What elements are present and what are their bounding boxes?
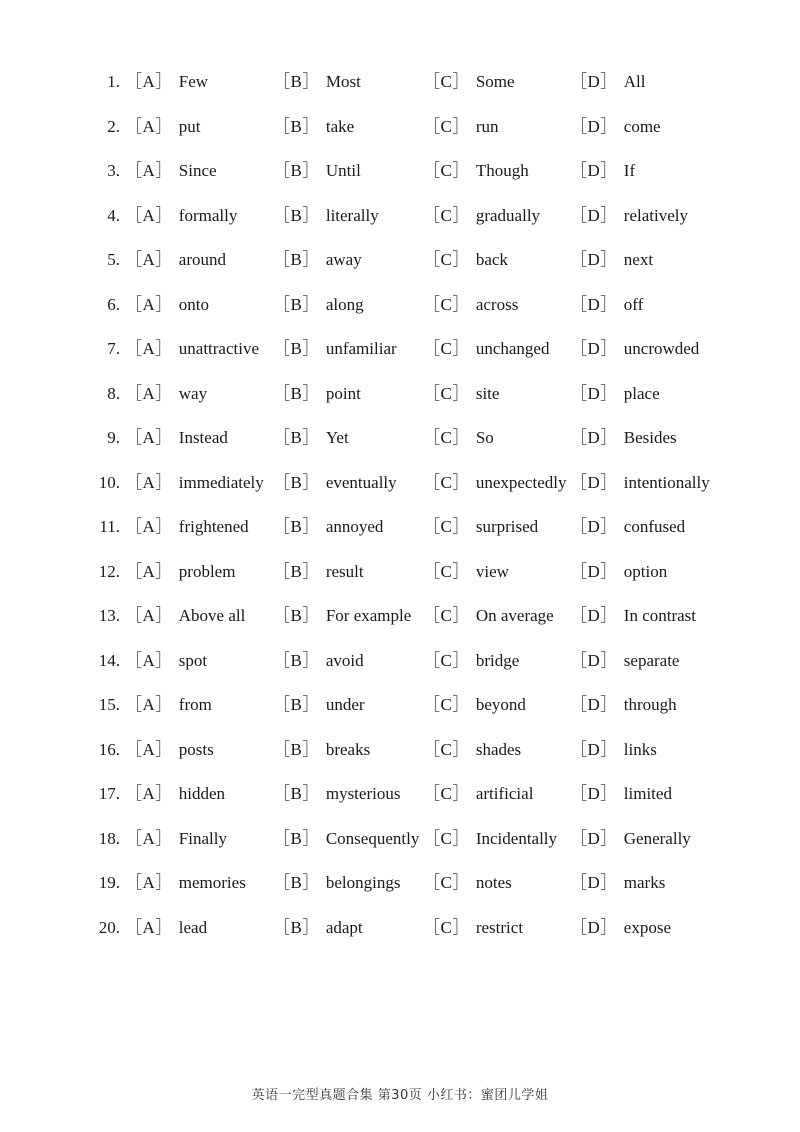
option-b: [273, 505, 383, 550]
option-text: unattractive: [178, 339, 260, 358]
option-letter: ［A］: [125, 205, 173, 225]
option-text: On average: [475, 606, 554, 625]
question-number: 2.: [107, 116, 120, 136]
option-c: [423, 416, 494, 461]
option-letter: ［A］: [125, 828, 173, 848]
option-letter: ［A］: [125, 517, 173, 536]
option-letter: ［C］: [423, 250, 470, 269]
option-d: [570, 861, 665, 906]
option-b: [273, 149, 361, 194]
option-c: [423, 639, 519, 684]
option-text: run: [475, 116, 499, 136]
option-d: [570, 283, 643, 328]
option-text: expose: [623, 917, 671, 937]
option-letter: ［C］: [423, 517, 470, 536]
option-text: next: [623, 250, 654, 269]
option-letter: ［B］: [273, 828, 320, 848]
option-letter: ［B］: [273, 517, 320, 536]
question-row: [0, 149, 800, 194]
option-letter: ［D］: [570, 116, 618, 136]
option-letter: ［C］: [423, 472, 470, 492]
option-text: spot: [178, 650, 208, 670]
question-row: [0, 194, 800, 239]
option-letter: ［C］: [423, 161, 470, 180]
option-letter: ［C］: [423, 428, 470, 447]
option-text: shades: [475, 739, 522, 759]
option-letter: ［D］: [570, 561, 618, 581]
option-letter: ［A］: [125, 739, 173, 759]
option-text: Consequently: [325, 828, 420, 848]
option-text: beyond: [475, 695, 526, 714]
option-letter: ［B］: [273, 339, 320, 358]
option-b: [273, 372, 361, 417]
option-d: [570, 728, 657, 773]
option-letter: ［B］: [273, 917, 320, 937]
question-number: 17.: [98, 784, 120, 803]
option-letter: ［D］: [570, 294, 618, 314]
option-d: [570, 639, 679, 684]
option-b: [273, 683, 365, 728]
question-row: [0, 594, 800, 639]
option-text: For example: [325, 606, 412, 625]
option-text: lead: [178, 917, 208, 937]
option-c: [423, 594, 554, 639]
option-text: back: [475, 250, 508, 269]
question-row: [0, 683, 800, 728]
option-text: confused: [623, 517, 686, 536]
option-letter: ［B］: [273, 383, 320, 403]
option-text: notes: [475, 873, 512, 892]
option-b: [273, 283, 364, 328]
option-letter: ［C］: [423, 561, 470, 581]
option-d: [570, 683, 677, 728]
option-c: [423, 728, 521, 773]
option-c: [423, 372, 499, 417]
option-letter: ［A］: [125, 428, 173, 447]
option-b: [273, 772, 400, 817]
option-d: [570, 416, 677, 461]
option-letter: ［A］: [125, 606, 173, 625]
option-text: around: [178, 250, 226, 269]
option-text: come: [623, 116, 661, 136]
option-text: mysterious: [325, 784, 401, 803]
option-text: onto: [178, 294, 210, 314]
option-b: [273, 238, 362, 283]
option-letter: ［A］: [125, 472, 173, 492]
option-text: memories: [178, 873, 246, 892]
option-letter: ［D］: [570, 205, 618, 225]
option-c: [423, 60, 515, 105]
question-row: [0, 416, 800, 461]
option-text: adapt: [325, 917, 363, 937]
option-letter: ［C］: [423, 383, 470, 403]
option-b: [273, 594, 411, 639]
option-c: [423, 149, 529, 194]
option-text: view: [475, 561, 509, 581]
option-letter: ［C］: [423, 294, 470, 314]
question-row: [0, 728, 800, 773]
option-text: posts: [178, 739, 214, 759]
option-text: hidden: [178, 784, 226, 803]
option-b: [273, 639, 364, 684]
option-b: [273, 906, 363, 951]
option-letter: ［B］: [273, 116, 320, 136]
option-letter: ［D］: [570, 250, 618, 269]
question-number: 15.: [98, 695, 120, 714]
option-letter: ［D］: [570, 917, 618, 937]
option-text: put: [178, 116, 201, 136]
option-letter: ［C］: [423, 606, 470, 625]
question-row: [0, 906, 800, 951]
option-a: [125, 416, 228, 461]
option-a: [125, 461, 264, 506]
option-d: [570, 772, 672, 817]
option-letter: ［D］: [570, 739, 618, 759]
question-row: [0, 60, 800, 105]
option-text: formally: [178, 205, 238, 225]
option-text: frightened: [178, 517, 249, 536]
option-c: [423, 283, 518, 328]
question-row: [0, 505, 800, 550]
option-c: [423, 194, 540, 239]
option-text: immediately: [178, 472, 264, 492]
option-letter: ［B］: [273, 784, 320, 803]
option-d: [570, 238, 653, 283]
option-text: Above all: [178, 606, 246, 625]
option-text: links: [623, 739, 657, 759]
option-a: [125, 283, 209, 328]
option-letter: ［B］: [273, 606, 320, 625]
question-row: [0, 327, 800, 372]
option-letter: ［B］: [273, 250, 320, 269]
option-text: unexpectedly: [475, 472, 567, 492]
option-letter: ［D］: [570, 695, 618, 714]
option-letter: ［A］: [125, 161, 173, 180]
question-row: [0, 372, 800, 417]
option-b: [273, 60, 361, 105]
option-letter: ［D］: [570, 606, 618, 625]
option-b: [273, 105, 354, 150]
option-letter: ［A］: [125, 873, 173, 892]
option-text: through: [623, 695, 677, 714]
option-a: [125, 60, 208, 105]
option-text: annoyed: [325, 517, 384, 536]
option-text: belongings: [325, 873, 401, 892]
question-number: 12.: [98, 561, 120, 581]
option-text: result: [325, 561, 364, 581]
option-letter: ［D］: [570, 161, 618, 180]
option-letter: ［B］: [273, 472, 320, 492]
option-b: [273, 194, 379, 239]
option-a: [125, 817, 227, 862]
option-a: [125, 861, 246, 906]
option-a: [125, 238, 226, 283]
option-letter: ［B］: [273, 695, 320, 714]
option-b: [273, 861, 400, 906]
option-text: Generally: [623, 828, 691, 848]
option-c: [423, 461, 566, 506]
option-letter: ［B］: [273, 294, 320, 314]
option-b: [273, 461, 397, 506]
option-text: across: [475, 294, 519, 314]
question-number: 11.: [99, 517, 120, 536]
option-letter: ［C］: [423, 205, 470, 225]
question-number: 19.: [98, 873, 120, 892]
option-text: Instead: [178, 428, 228, 447]
option-text: along: [325, 294, 364, 314]
option-letter: ［C］: [423, 784, 470, 803]
option-text: surprised: [475, 517, 539, 536]
option-letter: ［D］: [570, 828, 618, 848]
page-footer: 英语一完型真题合集 第30页 小红书：蜜团儿学姐: [251, 1088, 549, 1103]
option-c: [423, 550, 509, 595]
question-row: [0, 105, 800, 150]
option-c: [423, 861, 512, 906]
option-a: [125, 594, 245, 639]
option-letter: ［D］: [570, 650, 618, 670]
option-letter: ［B］: [273, 873, 320, 892]
option-text: restrict: [475, 917, 524, 937]
question-list: [0, 60, 800, 950]
option-a: [125, 372, 207, 417]
option-text: Finally: [178, 828, 227, 848]
option-letter: ［A］: [125, 383, 173, 403]
option-letter: ［A］: [125, 561, 173, 581]
option-text: marks: [623, 873, 666, 892]
option-text: bridge: [475, 650, 520, 670]
option-text: Incidentally: [475, 828, 558, 848]
question-number: 20.: [98, 917, 120, 937]
option-text: separate: [623, 650, 680, 670]
option-letter: ［C］: [423, 695, 470, 714]
option-text: Some: [475, 72, 515, 91]
option-d: [570, 461, 710, 506]
option-letter: ［A］: [125, 339, 173, 358]
option-letter: ［C］: [423, 72, 470, 91]
option-letter: ［C］: [423, 828, 470, 848]
option-text: artificial: [475, 784, 534, 803]
option-letter: ［D］: [570, 784, 618, 803]
option-letter: ［B］: [273, 561, 320, 581]
option-letter: ［C］: [423, 339, 470, 358]
question-number: 7.: [107, 339, 120, 358]
option-text: relatively: [623, 205, 688, 225]
question-row: [0, 461, 800, 506]
option-text: point: [325, 383, 361, 403]
option-text: problem: [178, 561, 236, 581]
option-letter: ［B］: [273, 205, 320, 225]
option-text: intentionally: [623, 472, 710, 492]
option-text: site: [475, 383, 500, 403]
option-letter: ［C］: [423, 116, 470, 136]
question-number: 4.: [107, 205, 120, 225]
option-text: unchanged: [475, 339, 550, 358]
option-text: eventually: [325, 472, 397, 492]
option-c: [423, 906, 523, 951]
option-letter: ［D］: [570, 517, 618, 536]
question-row: [0, 283, 800, 328]
question-number: 10.: [98, 472, 120, 492]
question-number: 13.: [98, 606, 120, 625]
question-row: [0, 817, 800, 862]
option-d: [570, 505, 685, 550]
option-text: If: [623, 161, 636, 180]
question-number: 18.: [98, 828, 120, 848]
option-letter: ［A］: [125, 650, 173, 670]
option-letter: ［D］: [570, 428, 618, 447]
question-number: 6.: [107, 294, 120, 314]
option-text: Until: [325, 161, 361, 180]
option-d: [570, 372, 660, 417]
option-a: [125, 683, 212, 728]
option-text: Besides: [623, 428, 677, 447]
option-a: [125, 149, 217, 194]
option-text: avoid: [325, 650, 364, 670]
option-d: [570, 906, 671, 951]
option-text: Few: [178, 72, 209, 91]
question-number: 16.: [98, 739, 120, 759]
option-letter: ［D］: [570, 339, 618, 358]
option-c: [423, 238, 508, 283]
option-a: [125, 550, 235, 595]
option-letter: ［B］: [273, 650, 320, 670]
option-letter: ［A］: [125, 116, 173, 136]
option-text: So: [475, 428, 494, 447]
option-a: [125, 505, 249, 550]
option-letter: ［C］: [423, 739, 470, 759]
option-d: [570, 105, 661, 150]
option-b: [273, 550, 364, 595]
option-a: [125, 327, 259, 372]
option-letter: ［B］: [273, 161, 320, 180]
question-number: 1.: [107, 72, 120, 91]
question-row: [0, 639, 800, 684]
option-letter: ［A］: [125, 917, 173, 937]
option-letter: ［D］: [570, 383, 618, 403]
option-text: way: [178, 383, 208, 403]
option-letter: ［C］: [423, 650, 470, 670]
option-letter: ［D］: [570, 72, 618, 91]
option-a: [125, 639, 207, 684]
option-letter: ［B］: [273, 428, 320, 447]
option-text: take: [325, 116, 355, 136]
option-letter: ［A］: [125, 784, 173, 803]
question-row: [0, 238, 800, 283]
option-text: literally: [325, 205, 379, 225]
option-letter: ［A］: [125, 695, 173, 714]
option-text: gradually: [475, 205, 541, 225]
option-letter: ［B］: [273, 72, 320, 91]
question-number: 3.: [107, 161, 120, 180]
option-text: Though: [475, 161, 529, 180]
option-c: [423, 772, 533, 817]
option-d: [570, 550, 667, 595]
option-b: [273, 817, 419, 862]
option-text: unfamiliar: [325, 339, 397, 358]
option-c: [423, 105, 499, 150]
option-a: [125, 105, 201, 150]
option-c: [423, 683, 526, 728]
option-b: [273, 327, 397, 372]
option-d: [570, 149, 635, 194]
option-letter: ［B］: [273, 739, 320, 759]
option-letter: ［A］: [125, 250, 173, 269]
option-text: option: [623, 561, 668, 581]
question-row: [0, 772, 800, 817]
option-b: [273, 416, 349, 461]
option-text: All: [623, 72, 646, 91]
question-number: 14.: [98, 650, 120, 670]
question-number: 9.: [107, 428, 120, 447]
option-letter: ［D］: [570, 873, 618, 892]
option-letter: ［C］: [423, 873, 470, 892]
option-text: In contrast: [623, 606, 697, 625]
option-a: [125, 194, 237, 239]
option-d: [570, 194, 688, 239]
option-d: [570, 60, 646, 105]
option-d: [570, 327, 699, 372]
option-letter: ［A］: [125, 72, 173, 91]
option-letter: ［C］: [423, 917, 470, 937]
option-text: away: [325, 250, 362, 269]
option-text: limited: [623, 784, 672, 803]
option-d: [570, 817, 691, 862]
option-text: under: [325, 695, 365, 714]
option-text: place: [623, 383, 660, 403]
option-text: off: [623, 294, 644, 314]
question-row: [0, 550, 800, 595]
option-text: Most: [325, 72, 361, 91]
option-b: [273, 728, 370, 773]
option-text: Yet: [325, 428, 349, 447]
option-c: [423, 327, 549, 372]
option-d: [570, 594, 696, 639]
option-text: from: [178, 695, 212, 714]
option-text: uncrowded: [623, 339, 700, 358]
question-row: [0, 861, 800, 906]
option-c: [423, 817, 557, 862]
option-letter: ［D］: [570, 472, 618, 492]
option-c: [423, 505, 538, 550]
option-text: breaks: [325, 739, 371, 759]
question-number: 8.: [107, 383, 120, 403]
question-number: 5.: [107, 250, 120, 269]
option-letter: ［A］: [125, 294, 173, 314]
option-text: Since: [178, 161, 217, 180]
option-a: [125, 906, 207, 951]
option-a: [125, 772, 225, 817]
option-a: [125, 728, 214, 773]
